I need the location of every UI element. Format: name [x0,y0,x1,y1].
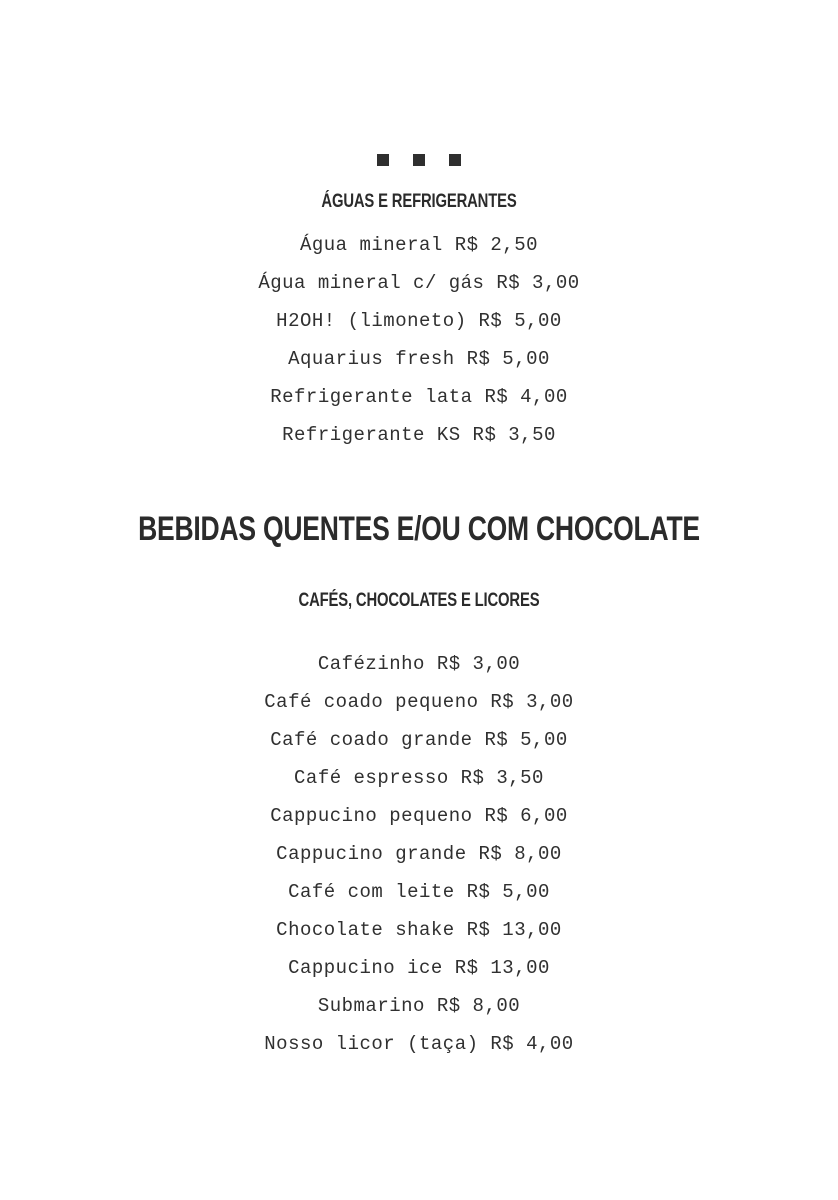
menu-item: Café coado grande R$ 5,00 [270,729,568,751]
section-title-cafes: CAFÉS, CHOCOLATES E LICORES [298,590,540,611]
menu-item: Refrigerante lata R$ 4,00 [270,386,568,408]
menu-item: Cappucino ice R$ 13,00 [288,957,550,979]
drinks-list [0,226,838,454]
menu-item: Água mineral c/ gás R$ 3,00 [258,272,580,294]
menu-item: Café espresso R$ 3,50 [294,767,544,789]
menu-item: Café com leite R$ 5,00 [288,881,550,903]
menu-item: Nosso licor (taça) R$ 4,00 [264,1033,574,1055]
menu-item: H2OH! (limoneto) R$ 5,00 [276,310,562,332]
square-ornament-icon [377,154,389,166]
square-ornament-icon [413,154,425,166]
hot-drinks-list [0,645,838,1063]
category-title-bebidas-quentes: BEBIDAS QUENTES E/OU COM CHOCOLATE [138,510,700,548]
menu-item: Café coado pequeno R$ 3,00 [264,691,574,713]
menu-item: Cappucino grande R$ 8,00 [276,843,562,865]
menu-item: Água mineral R$ 2,50 [299,234,539,256]
square-ornament-icon [449,154,461,166]
menu-item: Refrigerante KS R$ 3,50 [282,424,556,446]
menu-item: Cappucino pequeno R$ 6,00 [270,805,568,827]
section-title-aguas: ÁGUAS E REFRIGERANTES [321,191,517,212]
menu-item: Chocolate shake R$ 13,00 [276,919,562,941]
ornament-squares [0,154,838,166]
menu-item: Cafézinho R$ 3,00 [317,653,521,675]
menu-item: Submarino R$ 8,00 [317,995,521,1017]
menu-item: Aquarius fresh R$ 5,00 [288,348,550,370]
